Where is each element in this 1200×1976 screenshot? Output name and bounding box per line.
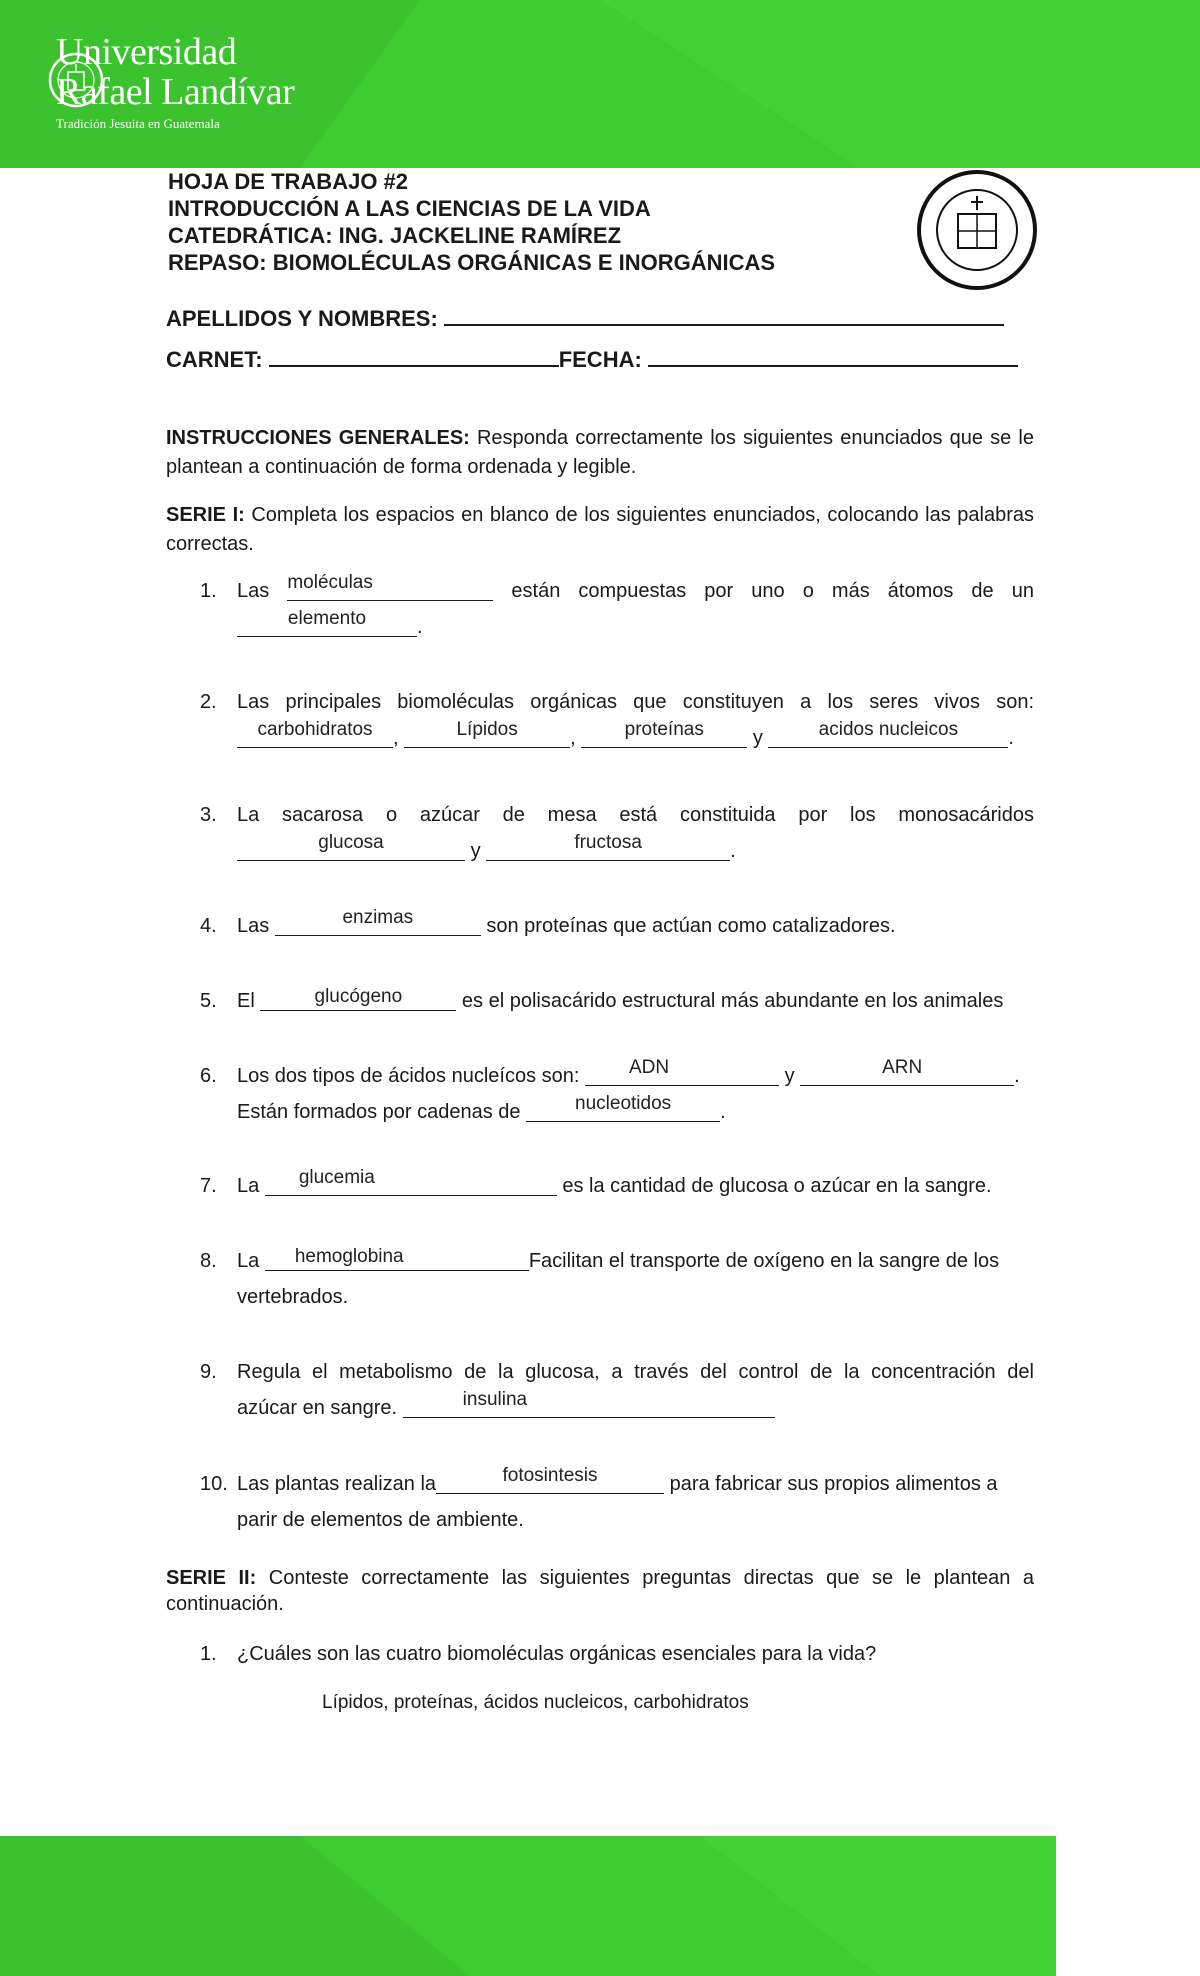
- question-text: Las plantas realizan la: [237, 1473, 437, 1495]
- question-text: La: [237, 1250, 260, 1272]
- names-input-line[interactable]: [444, 304, 1004, 326]
- question-text: El: [237, 990, 255, 1012]
- question-text: están compuestas por uno o más átomos de un: [511, 580, 1034, 602]
- question-text: ,: [393, 727, 399, 749]
- serie2-question-1: [200, 1636, 1034, 1672]
- answer-fill: glucemia: [298, 1167, 375, 1188]
- answer-blank[interactable]: [237, 719, 393, 748]
- question-4: [200, 908, 1034, 944]
- question-text: .: [720, 1101, 726, 1123]
- question-text: .: [1008, 727, 1014, 749]
- question-text: Las: [237, 915, 270, 937]
- question-6: [200, 1058, 1034, 1130]
- answer-fill: glucosa: [318, 832, 384, 853]
- question-number: 10.: [200, 1473, 228, 1495]
- answer-fill: ADN: [629, 1057, 670, 1078]
- answer-blank[interactable]: [581, 719, 747, 748]
- question-number: 7.: [200, 1175, 217, 1197]
- serie2-label: SERIE II:: [166, 1567, 257, 1589]
- question-text: .: [1014, 1065, 1020, 1087]
- carnet-fecha-row: [166, 345, 1018, 373]
- instructions-text: Responda correctamente los siguientes enunciados que se le plantean a continuación de forma ordenada y legible.: [166, 427, 1034, 478]
- question-9: [200, 1354, 1034, 1426]
- course-name: INTRODUCCIÓN A LAS CIENCIAS DE LA VIDA: [168, 196, 651, 221]
- university-logo: [48, 32, 294, 132]
- question-text: .: [417, 616, 423, 638]
- instructions-label: INSTRUCCIONES GENERALES:: [166, 427, 470, 449]
- answer-blank[interactable]: [287, 572, 493, 601]
- answer-blank[interactable]: [237, 608, 417, 637]
- serie2-text: Conteste correctamente las siguientes preguntas directas que se le plantean a continuación.: [166, 1567, 1034, 1615]
- answer-blank[interactable]: [436, 1465, 664, 1494]
- question-number: 1.: [200, 1643, 217, 1665]
- question-text: para fabricar sus propios alimentos a: [669, 1473, 998, 1495]
- question-text: Están formados por cadenas de: [237, 1101, 521, 1123]
- question-1: [200, 573, 1034, 645]
- serie1-instructions: [166, 501, 1034, 559]
- question-number: 9.: [200, 1361, 217, 1383]
- question-7: [200, 1168, 1034, 1204]
- worksheet-title: HOJA DE TRABAJO #2: [168, 169, 409, 194]
- answer-fill: Lípidos: [456, 719, 518, 740]
- answer-blank[interactable]: [403, 1389, 775, 1418]
- serie1-text: Completa los espacios en blanco de los siguientes enunciados, colocando las palabras correctas.: [166, 504, 1034, 555]
- answer-fill: hemoglobina: [294, 1246, 404, 1267]
- carnet-label: CARNET:: [166, 347, 263, 372]
- question-text: Los dos tipos de ácidos nucleícos son:: [237, 1065, 580, 1087]
- answer-fill: moléculas: [287, 572, 373, 593]
- fecha-label: FECHA:: [558, 347, 642, 372]
- instructor-name: CATEDRÁTICA: ING. JACKELINE RAMÍREZ: [168, 223, 622, 248]
- answer-fill: nucleotidos: [575, 1093, 672, 1114]
- answer-blank[interactable]: [404, 719, 570, 748]
- question-number: 8.: [200, 1250, 217, 1272]
- question-text: Las: [237, 580, 270, 602]
- answer-fill: ARN: [882, 1057, 923, 1078]
- question-10: [200, 1466, 1034, 1538]
- answer-blank[interactable]: [585, 1057, 779, 1086]
- serie2-answer-1[interactable]: Lípidos, proteínas, ácidos nucleicos, carbohidratos: [322, 1692, 749, 1713]
- university-name-line2: Rafael Landívar: [56, 71, 295, 113]
- answer-blank[interactable]: [265, 1247, 529, 1271]
- answer-fill: glucógeno: [314, 986, 403, 1007]
- answer-blank[interactable]: [768, 719, 1008, 748]
- answer-blank[interactable]: [486, 832, 730, 861]
- answer-fill: enzimas: [342, 907, 414, 928]
- answer-blank[interactable]: [260, 987, 456, 1011]
- university-tagline: Tradición Jesuita en Guatemala: [56, 116, 220, 131]
- answer-blank[interactable]: [275, 907, 481, 936]
- answer-blank[interactable]: [265, 1167, 557, 1196]
- answer-fill: carbohidratos: [257, 719, 373, 740]
- question-2: [200, 684, 1034, 756]
- question-text: es el polisacárido estructural más abundante en los animales: [461, 990, 1004, 1012]
- question-text: La sacarosa o azúcar de mesa está constituida por los monosacáridos: [237, 804, 1034, 826]
- header-banner: [0, 0, 1200, 168]
- question-text: Facilitan el transporte de oxígeno en la sangre de los: [528, 1250, 1000, 1272]
- answer-fill: elemento: [287, 608, 367, 629]
- worksheet-topic: REPASO: BIOMOLÉCULAS ORGÁNICAS E INORGÁNICAS: [168, 250, 776, 275]
- question-text: y: [784, 1065, 795, 1087]
- question-text: azúcar en sangre.: [237, 1397, 398, 1419]
- carnet-input-line[interactable]: [269, 345, 559, 367]
- answer-blank[interactable]: [237, 832, 465, 861]
- question-number: 1.: [200, 580, 217, 602]
- question-text: .: [730, 840, 736, 862]
- question-text: son proteínas que actúan como catalizadores.: [486, 915, 896, 937]
- question-5: [200, 983, 1034, 1019]
- question-text: vertebrados.: [237, 1286, 349, 1308]
- names-field-row: [166, 304, 1004, 332]
- question-text: Las principales biomoléculas orgánicas que constituyen a los seres vivos son:: [237, 691, 1034, 713]
- university-name-line1: Universidad: [56, 31, 237, 73]
- question-number: 2.: [200, 691, 217, 713]
- serie2-instructions: [166, 1565, 1034, 1617]
- footer-banner: [0, 1836, 1056, 1976]
- answer-fill: fotosintesis: [502, 1465, 598, 1486]
- fecha-input-line[interactable]: [648, 345, 1018, 367]
- university-seal-icon: [914, 158, 1040, 306]
- question-text: y: [752, 727, 763, 749]
- question-text: ¿Cuáles son las cuatro biomoléculas orgánicas esenciales para la vida?: [237, 1643, 877, 1665]
- general-instructions: [166, 424, 1034, 482]
- question-8: [200, 1243, 1034, 1315]
- question-3: [200, 797, 1034, 869]
- answer-fill: proteínas: [624, 719, 704, 740]
- answer-blank[interactable]: [526, 1093, 720, 1122]
- answer-fill: insulina: [462, 1389, 528, 1410]
- question-text: y: [470, 840, 481, 862]
- question-text: ,: [570, 727, 576, 749]
- university-seal-icon: [48, 32, 104, 128]
- question-text: La: [237, 1175, 260, 1197]
- answer-fill: fructosa: [574, 832, 642, 853]
- question-number: 4.: [200, 915, 217, 937]
- serie1-label: SERIE I:: [166, 504, 245, 526]
- answer-blank[interactable]: [800, 1057, 1014, 1086]
- question-text: es la cantidad de glucosa o azúcar en la sangre.: [562, 1175, 992, 1197]
- question-number: 6.: [200, 1065, 217, 1087]
- names-label: APELLIDOS Y NOMBRES:: [166, 306, 438, 331]
- question-text: Regula el metabolismo de la glucosa, a través del control de la concentración del: [237, 1361, 1034, 1383]
- answer-fill: acidos nucleicos: [818, 719, 959, 740]
- question-number: 3.: [200, 804, 217, 826]
- question-text: parir de elementos de ambiente.: [237, 1509, 524, 1531]
- question-number: 5.: [200, 990, 217, 1012]
- worksheet-title-block: [168, 168, 868, 276]
